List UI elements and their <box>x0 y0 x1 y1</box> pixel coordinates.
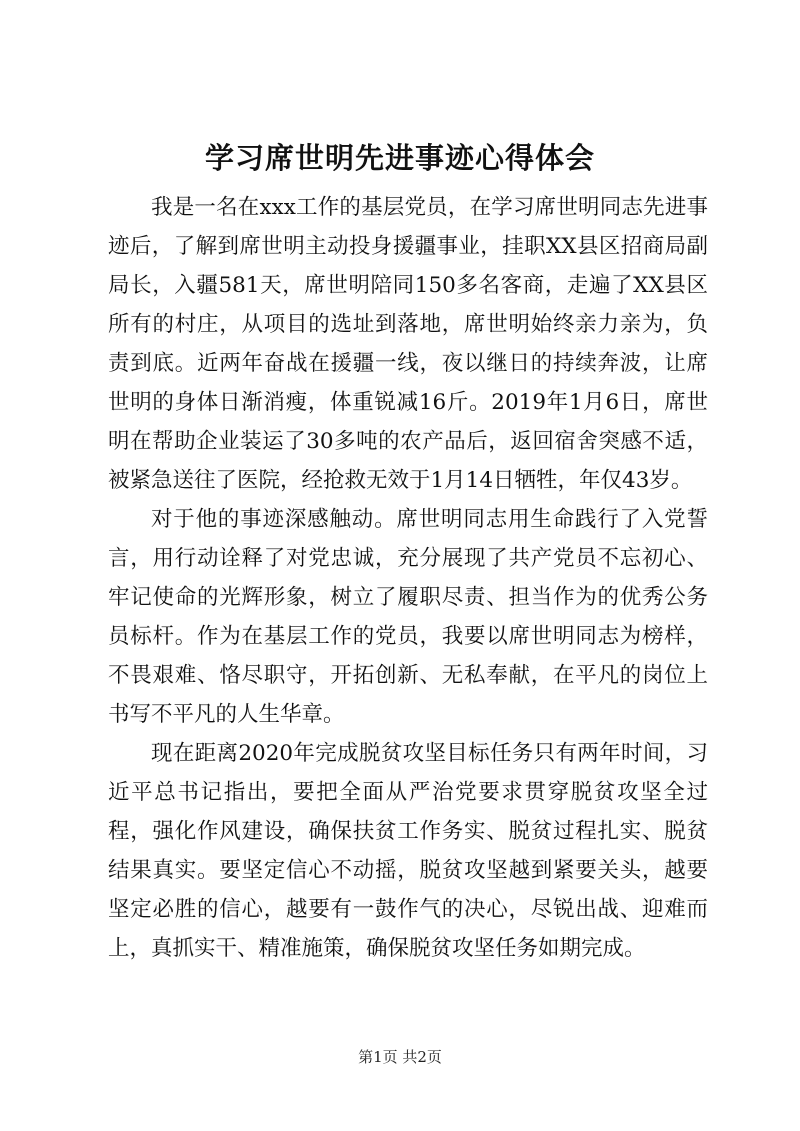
document-title: 学习席世明先进事迹心得体会 <box>204 141 595 175</box>
paragraph-2: 对于他的事迹深感触动。席世明同志用生命践行了入党誓言，用行动诠释了对党忠诚，充分展现了共产党员不忘初心、牢记使命的光辉形象，树立了履职尽责、担当作为的优秀公务员标杆。作为在基层工作的党员，我要以席世明同志为榜样，不畏艰难、恪尽职守，开拓创新、无私奉献，在平凡的岗位上书写不平凡的人生华章。 <box>108 507 708 727</box>
page-footer: 第1页 共2页 <box>358 1048 442 1066</box>
document-body <box>108 188 708 968</box>
paragraph-1: 我是一名在xxx工作的基层党员，在学习席世明同志先进事迹后，了解到席世明主动投身援疆事业，挂职XX县区招商局副局长，入疆581天，席世明陪同150多名客商，走遍了XX县区所有的村庄，从项目的选址到落地，席世明始终亲力亲为，负责到底。近两年奋战在援疆一线，夜以继日的持续奔波，让席世明的身体日渐消瘦，体重锐减16斤。2019年1月6日，席世明在帮助企业装运了30多吨的农产品后，返回宿舍突感不适，被紧急送往了医院，经抢救无效于1月14日牺牲，年仅43岁。 <box>108 195 708 493</box>
paragraph-3: 现在距离2020年完成脱贫攻坚目标任务只有两年时间，习近平总书记指出，要把全面从严治党要求贯穿脱贫攻坚全过程，强化作风建设，确保扶贫工作务实、脱贫过程扎实、脱贫结果真实。要坚定信心不动摇，脱贫攻坚越到紧要关头，越要坚定必胜的信心，越要有一鼓作气的决心，尽锐出战、迎难而上，真抓实干、精准施策，确保脱贫攻坚任务如期完成。 <box>108 741 708 961</box>
